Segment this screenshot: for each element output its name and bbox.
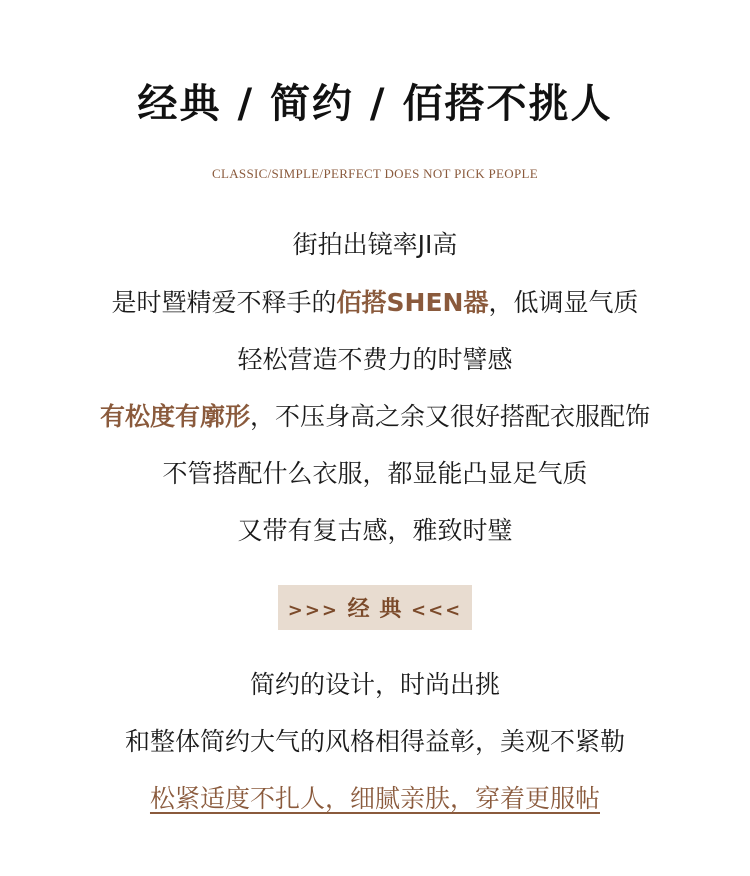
badge-label: 经 典 — [347, 597, 403, 622]
text-line-4 — [0, 397, 750, 433]
text-line-3: 轻松营造不费力的时譬感 — [237, 345, 513, 374]
section-badge-wrap — [0, 585, 750, 630]
text-line-5: 不管搭配什么衣服，都显能凸显足气质 — [162, 459, 588, 488]
text-line-8: 和整体简约大气的风格相得益彰，美观不紧勒 — [124, 727, 625, 756]
text-line-2-highlight: 佰搭SHEN器 — [336, 288, 489, 317]
page-title: 经典 / 简约 / 佰搭不挑人 — [137, 81, 613, 127]
text-line-1: 街拍出镜率JI高 — [292, 230, 458, 259]
text-line-6: 又带有复古感，雅致时璧 — [237, 516, 513, 545]
badge-right-arrows: <<< — [411, 600, 463, 621]
page-subtitle: CLASSIC/SIMPLE/PERFECT DOES NOT PICK PEOPLE — [212, 166, 538, 181]
text-line-9-underlined: 松紧适度不扎人，细腻亲肤，穿着更服帖 — [149, 784, 600, 813]
text-line-2-post: ，低调显气质 — [488, 288, 639, 317]
text-line-2-pre: 是时暨精爱不释手的 — [111, 288, 337, 317]
section-badge — [278, 585, 473, 630]
badge-left-arrows: >>> — [287, 600, 339, 621]
text-line-2 — [0, 283, 750, 319]
text-line-7: 简约的设计，时尚出挑 — [249, 670, 500, 699]
text-line-4-highlight: 有松度有廓形 — [99, 402, 250, 431]
text-line-4-post: ，不压身高之余又很好搭配衣服配饰 — [250, 402, 651, 431]
